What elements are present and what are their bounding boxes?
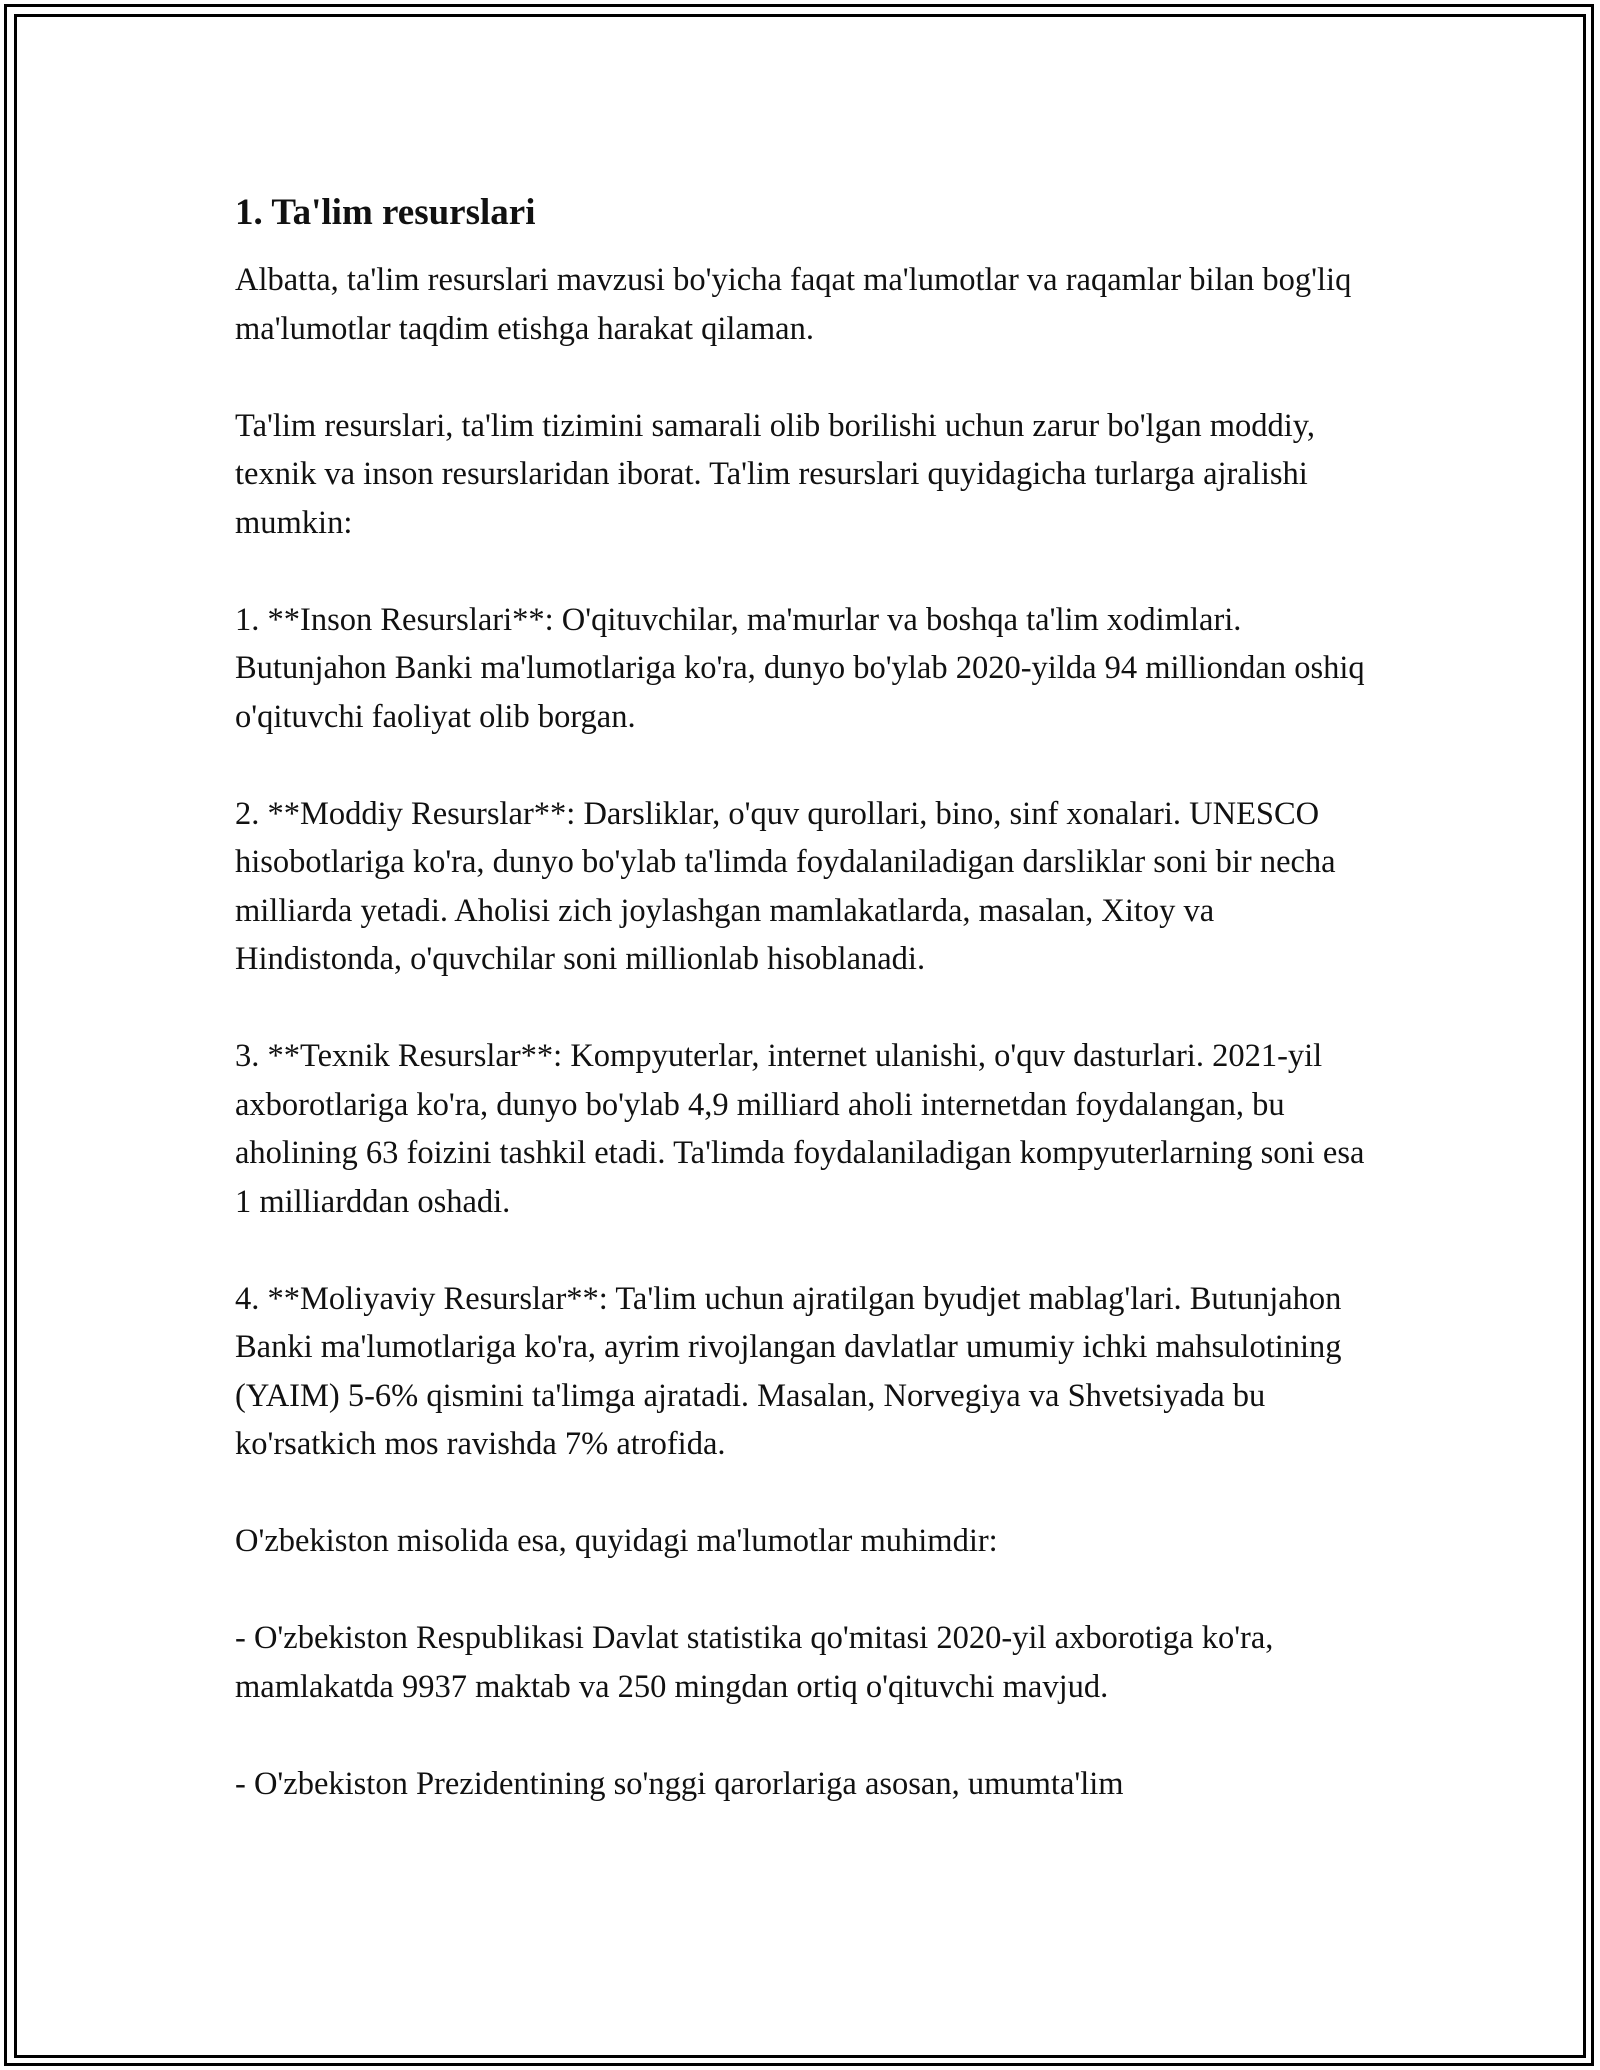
list-item-human-resources: 1. **Inson Resurslari**: O'qituvchilar, ma'murlar va boshqa ta'lim xodimlari. Butunjahon Banki ma'lumotlariga ko'ra, dunyo bo'ylab 2020-yilda 94 milliondan oshiq o'qituvchi faoliyat olib borgan. [235, 601, 1365, 735]
intro-paragraph: Albatta, ta'lim resurslari mavzusi bo'yicha faqat ma'lumotlar va raqamlar bilan bog'liq ma'lumotlar taqdim etishga harakat qilaman. [235, 262, 1352, 347]
definition-paragraph: Ta'lim resurslari, ta'lim tizimini samarali olib borilishi uchun zarur bo'lgan moddiy, texnik va inson resurslaridan iborat. Ta'lim resurslari quyidagicha turlarga ajralishi mumkin: [235, 407, 1316, 541]
bullet-statistics: - O'zbekiston Respublikasi Davlat statistika qo'mitasi 2020-yil axborotiga ko'ra, mamlakatda 9937 maktab va 250 mingdan ortiq o'qituvchi mavjud. [235, 1620, 1274, 1705]
section-heading: 1. Ta'lim resurslari [235, 192, 536, 233]
uzbekistan-intro-paragraph: O'zbekiston misolida esa, quyidagi ma'lumotlar muhimdir: [235, 1523, 998, 1559]
bullet-presidential-decisions: - O'zbekiston Prezidentining so'nggi qarorlariga asosan, umumta'lim [235, 1765, 1124, 1802]
list-item-material-resources: 2. **Moddiy Resurslar**: Darsliklar, o'quv qurollari, bino, sinf xonalari. UNESCO hisobotlariga ko'ra, dunyo bo'ylab ta'limda foydalaniladigan darsliklar soni bir necha milliarda yetadi. Aholisi zich joylashgan mamlakatlarda, masalan, Xitoy va Hindistonda, o'quvchilar soni millionlab hisoblanadi. [235, 795, 1336, 977]
list-item-financial-resources: 4. **Moliyaviy Resurslar**: Ta'lim uchun ajratilgan byudjet mablag'lari. Butunjahon Banki ma'lumotlariga ko'ra, ayrim rivojlangan davlatlar umumiy ichki mahsulotining (YAIM) 5-6% qismini ta'limga ajratadi. Masalan, Norvegiya va Shvetsiyada bu ko'rsatkich mos ravishda 7% atrofida. [235, 1280, 1342, 1462]
document-body [235, 188, 1385, 1808]
list-item-technical-resources: 3. **Texnik Resurslar**: Kompyuterlar, internet ulanishi, o'quv dasturlari. 2021-yil axborotlariga ko'ra, dunyo bo'ylab 4,9 milliard aholi internetdan foydalangan, bu aholining 63 foizini tashkil etadi. Ta'limda foydalaniladigan kompyuterlarning soni esa 1 milliarddan oshadi. [235, 1038, 1365, 1220]
